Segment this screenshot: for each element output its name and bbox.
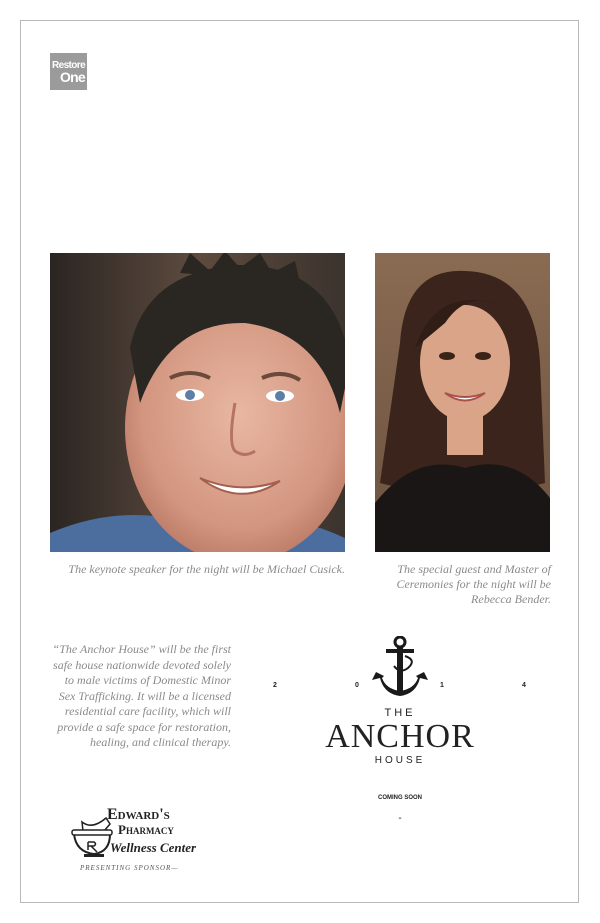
sponsor-name-line2: Pharmacy [118, 822, 174, 837]
anchor-icon [372, 636, 428, 700]
michael-cusick-photo [50, 253, 345, 552]
anchor-house-description: “The Anchor House” will be the first safe house nationwide devoted solely to male victims of Domestic Minor Sex Trafficking. It will be a licensed residential care facility, which will provide a safe space for restoration, healing, and clinical therapy. [52, 642, 231, 749]
dash: - [398, 813, 402, 824]
logo-line2: One [60, 69, 85, 85]
sponsor-name-line1: Edward's [107, 806, 170, 823]
year-digit-2: 0 [355, 682, 359, 689]
sponsor-name-line3: Wellness Center [110, 840, 197, 855]
coming-soon: COMING SOON [377, 795, 422, 801]
year-digit-1: 2 [273, 682, 277, 689]
keynote-caption: The keynote speaker for the night will be Michael Cusick. [68, 562, 345, 576]
year-digit-4: 4 [522, 682, 526, 689]
presenting-sponsor-label: PRESENTING SPONSOR— [80, 864, 179, 872]
brand-name: ANCHOR [325, 718, 475, 755]
restore-one-logo [50, 53, 87, 90]
year-digit-3: 1 [440, 682, 444, 689]
brand-the: THE [384, 707, 416, 719]
logo-line1: Restore [52, 60, 86, 71]
brand-house: HOUSE [374, 755, 426, 766]
guest-caption: The special guest and Master of Ceremonies for the night will be Rebecca Bender. [396, 562, 551, 606]
rebecca-bender-photo [375, 253, 550, 552]
